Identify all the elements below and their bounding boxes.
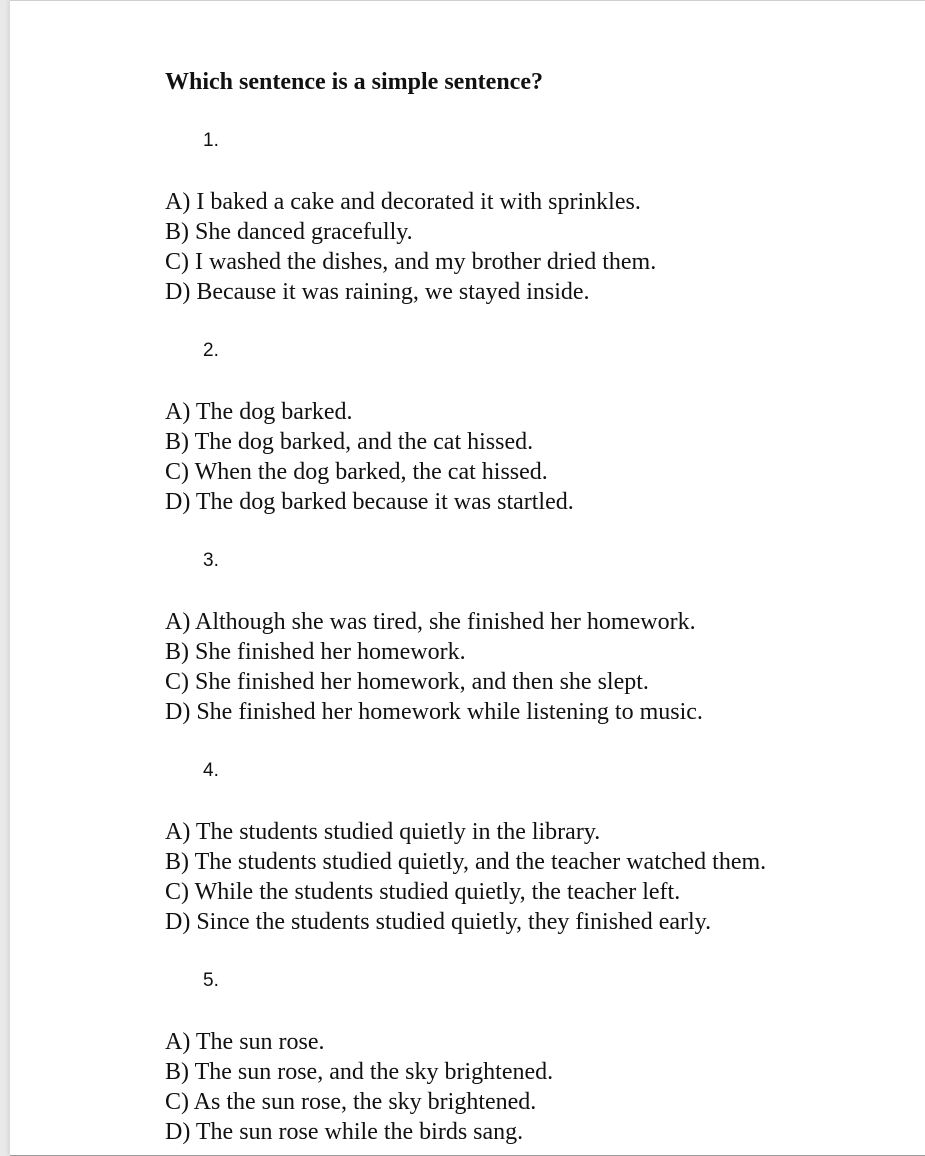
option-c: C) She finished her homework, and then she slept. xyxy=(165,669,649,695)
option-d: D) The dog barked because it was startled. xyxy=(165,489,574,515)
option-a: A) I baked a cake and decorated it with sprinkles. xyxy=(165,189,641,215)
option-d: D) The sun rose while the birds sang. xyxy=(165,1119,524,1145)
option-b: B) She danced gracefully. xyxy=(165,219,413,245)
question-number: 5. xyxy=(203,970,219,991)
question-number: 2. xyxy=(203,340,219,361)
option-c: C) While the students studied quietly, the teacher left. xyxy=(165,879,681,905)
option-c: C) When the dog barked, the cat hissed. xyxy=(165,459,548,485)
options-list xyxy=(165,1027,553,1147)
options-list xyxy=(165,817,766,937)
option-b: B) The students studied quietly, and the teacher watched them. xyxy=(165,849,767,875)
options-list xyxy=(165,397,574,517)
option-a: A) Although she was tired, she finished her homework. xyxy=(165,609,696,635)
option-b: B) She finished her homework. xyxy=(165,639,466,665)
option-b: B) The dog barked, and the cat hissed. xyxy=(165,429,534,455)
option-d: D) Since the students studied quietly, they finished early. xyxy=(165,909,712,935)
option-a: A) The students studied quietly in the library. xyxy=(165,819,601,845)
option-b: B) The sun rose, and the sky brightened. xyxy=(165,1059,554,1085)
option-a: A) The dog barked. xyxy=(165,399,353,425)
option-a: A) The sun rose. xyxy=(165,1029,325,1055)
option-c: C) I washed the dishes, and my brother dried them. xyxy=(165,249,657,275)
options-list xyxy=(165,187,656,307)
question-number: 4. xyxy=(203,760,219,781)
question-number: 1. xyxy=(203,130,219,151)
option-d: D) She finished her homework while listening to music. xyxy=(165,699,703,725)
question-number: 3. xyxy=(203,550,219,571)
option-d: D) Because it was raining, we stayed inside. xyxy=(165,279,590,305)
document-page xyxy=(10,0,925,1156)
options-list xyxy=(165,607,703,727)
page-title: Which sentence is a simple sentence? xyxy=(165,69,543,95)
option-c: C) As the sun rose, the sky brightened. xyxy=(165,1089,537,1115)
